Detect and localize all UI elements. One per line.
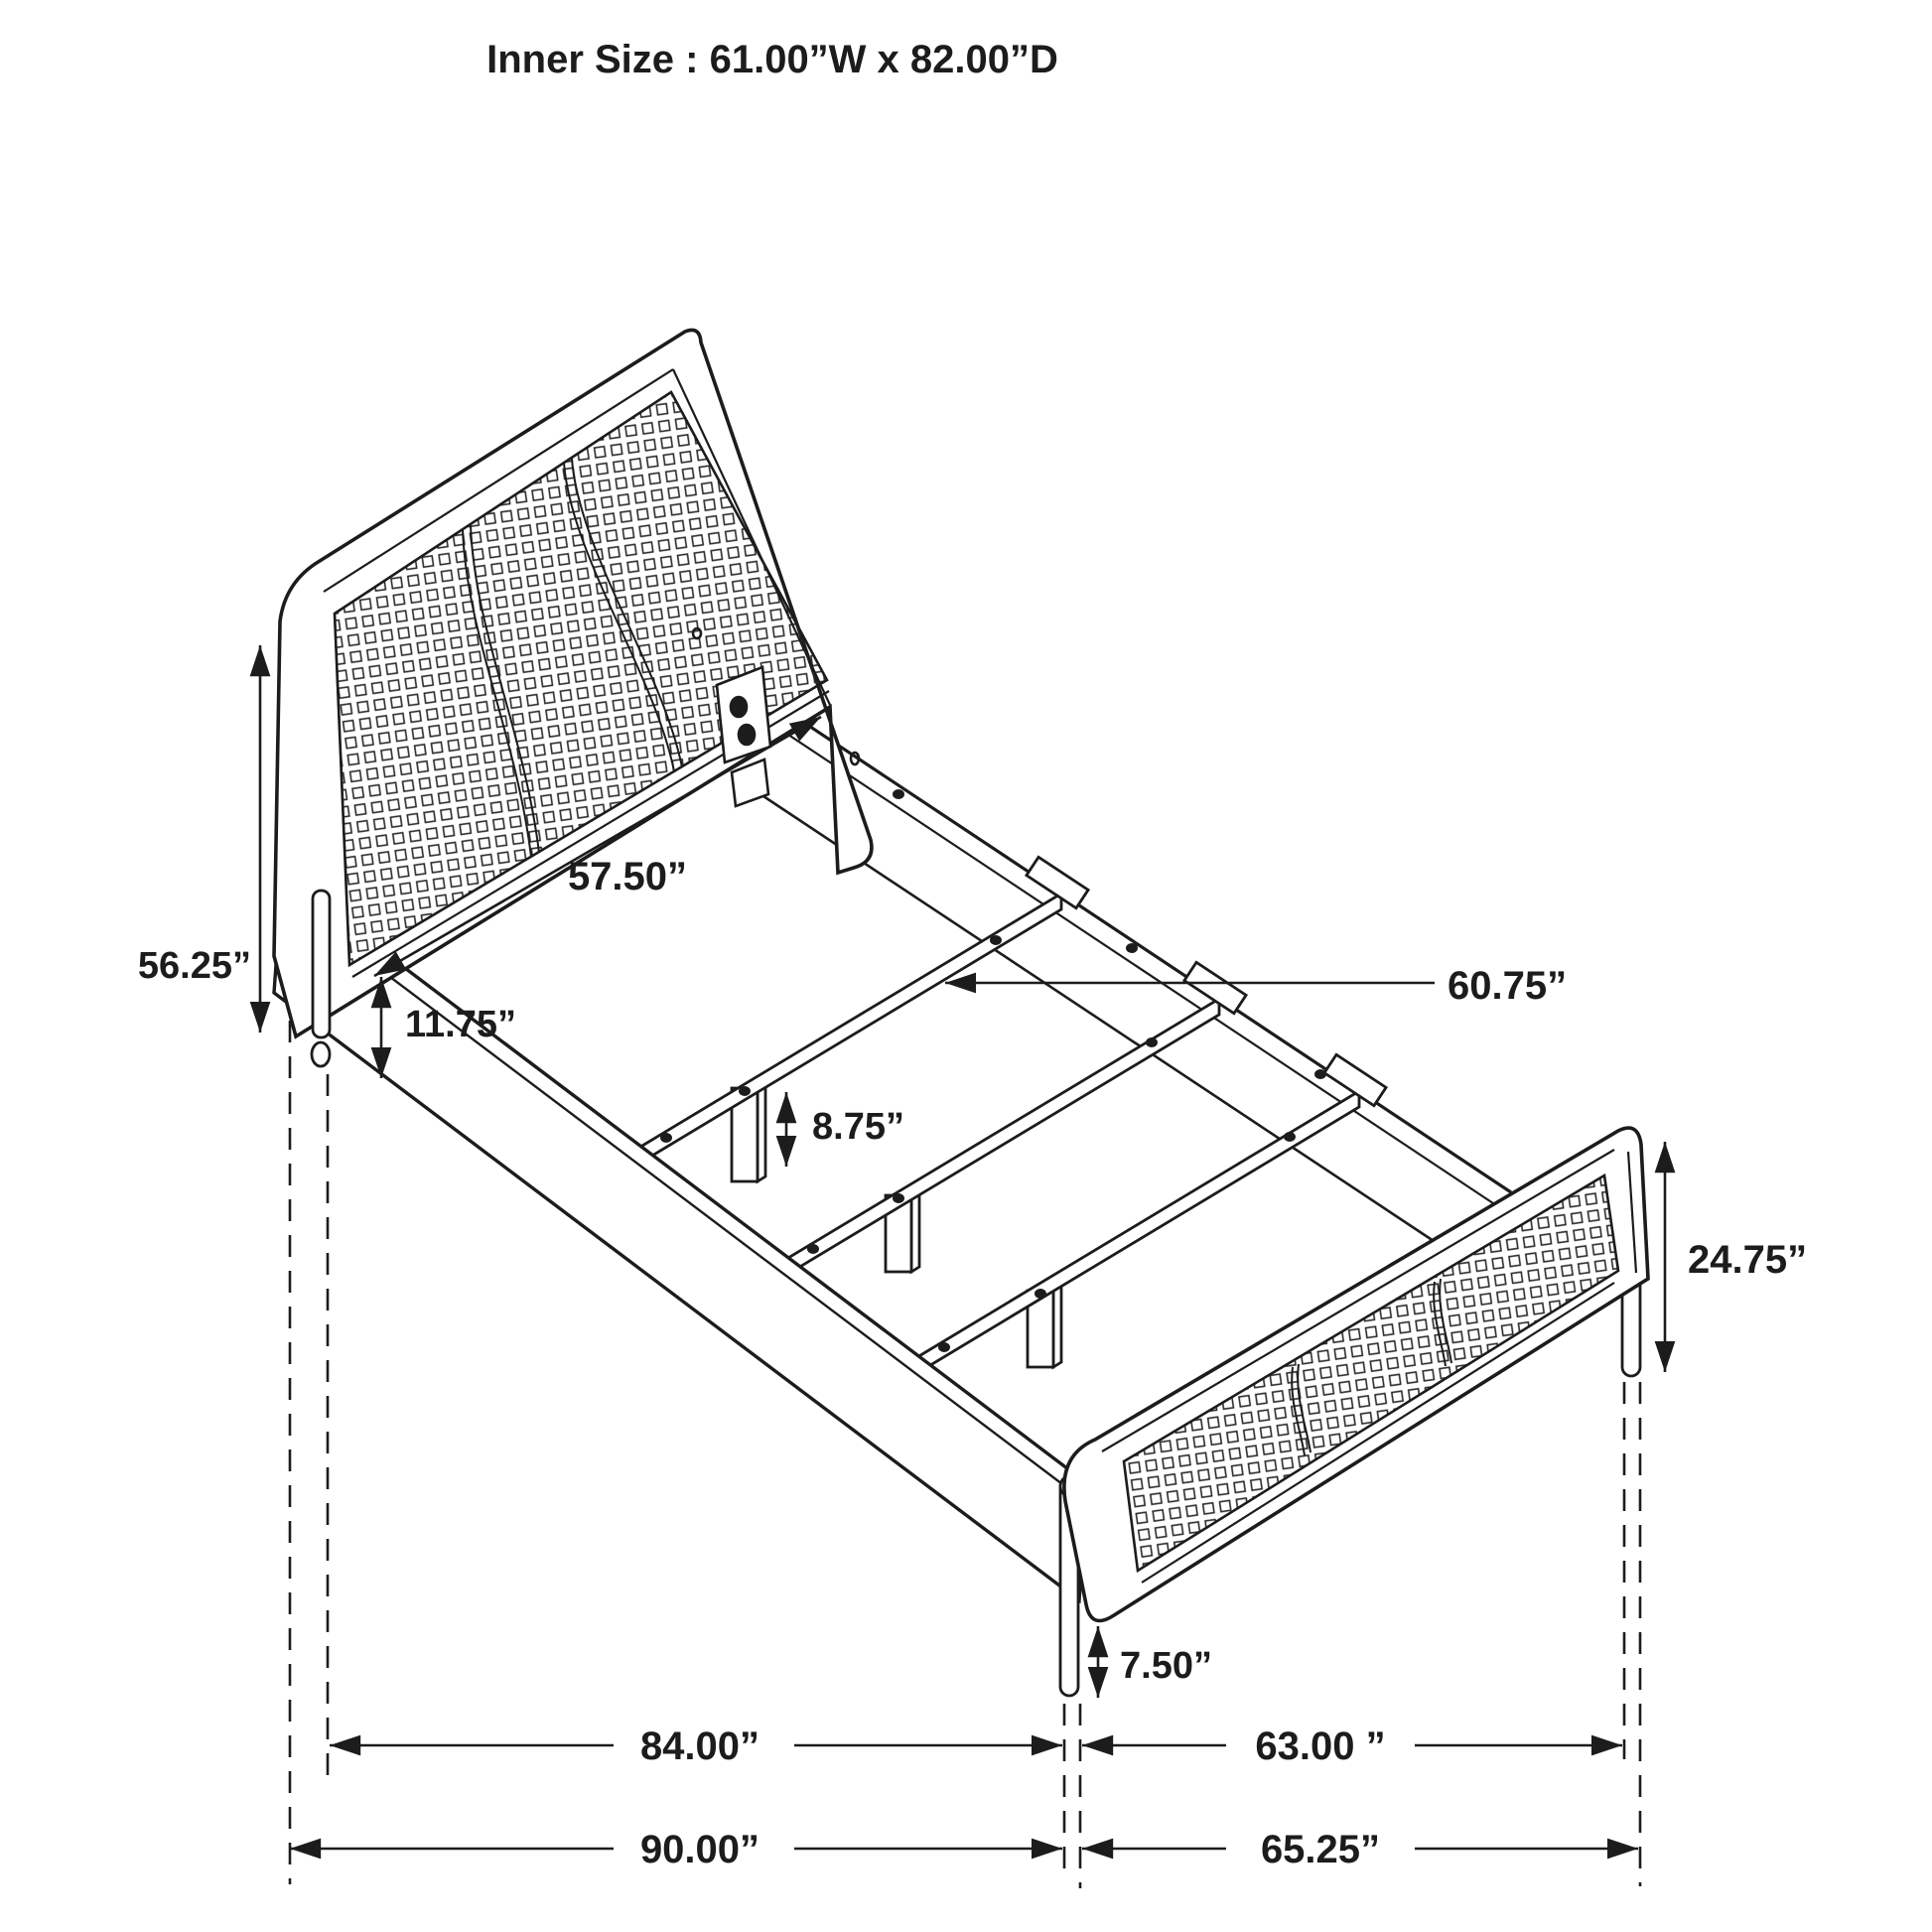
dim-label-inner-length: 84.00” <box>639 1725 760 1768</box>
headboard <box>274 330 872 1066</box>
dim-label-overall-length: 90.00” <box>639 1828 760 1871</box>
dim-label-inner-width: 63.00 ” <box>1255 1725 1386 1768</box>
footboard-cane-mesh <box>1124 1175 1618 1571</box>
dim-label-headboard-inner-width: 57.50” <box>567 855 688 898</box>
footboard <box>1060 1128 1648 1696</box>
dim-label-footboard-height: 24.75” <box>1688 1238 1808 1282</box>
headboard-front-leg <box>312 891 330 1066</box>
diagram-title: Inner Size : 61.00”W x 82.00”D <box>486 38 1058 81</box>
dim-label-footboard-leg-height: 7.50” <box>1120 1645 1212 1687</box>
near-side-rail <box>274 883 1096 1600</box>
screw-dot <box>1126 943 1138 953</box>
dim-label-slat-length: 60.75” <box>1448 964 1568 1008</box>
screw-dot <box>893 789 904 799</box>
dim-label-side-rail-height: 11.75” <box>405 1004 516 1045</box>
dim-label-slat-leg-height: 8.75” <box>812 1106 904 1148</box>
far-side-rail <box>751 687 1511 1243</box>
dim-label-headboard-height: 56.25” <box>137 945 251 987</box>
dim-label-overall-width: 65.25” <box>1260 1828 1381 1871</box>
